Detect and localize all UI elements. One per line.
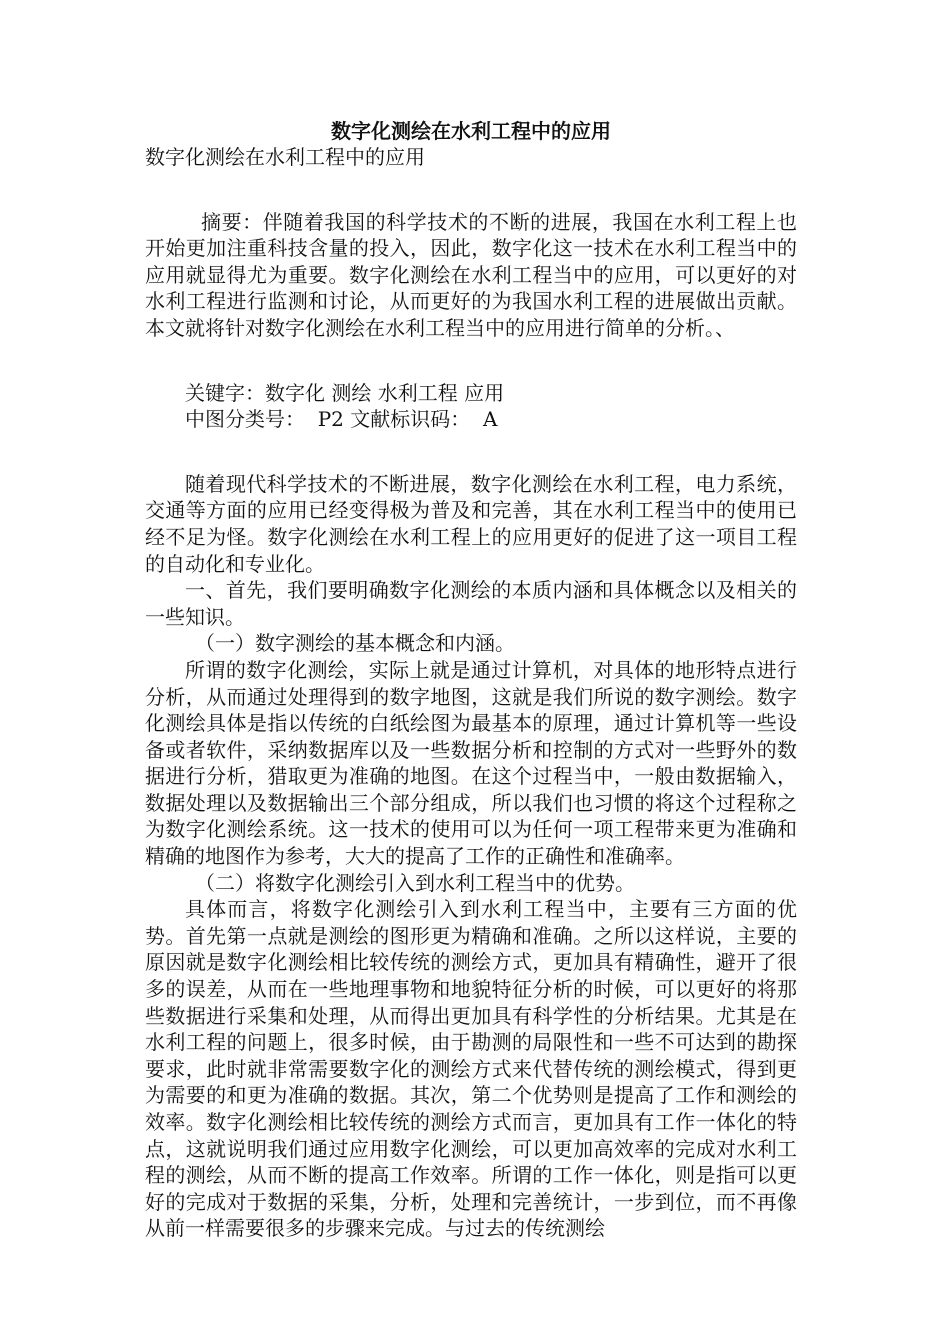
intro-paragraph: 随着现代科学技术的不断进展，数字化测绘在水利工程，电力系统，交通等方面的应用已经变得极为普及和完善，其在水利工程当中的使用已经不足为怪。数字化测绘在水利工程上的应用更好的促进了这一项目工程的自动化和专业化。	[145, 471, 797, 576]
spacer	[145, 342, 797, 380]
abstract-paragraph: 摘要：伴随着我国的科学技术的不断的进展，我国在水利工程上也开始更加注重科技含量的投入，因此，数字化这一技术在水利工程当中的应用就显得尤为重要。数字化测绘在水利工程当中的应用，可以更好的对水利工程进行监测和讨论，从而更好的为我国水利工程的进展做出贡献。本文就将针对数字化测绘在水利工程当中的应用进行简单的分析。、	[145, 209, 797, 340]
keywords-line: 关键字：数字化 测绘 水利工程 应用	[185, 380, 505, 405]
spacer	[145, 433, 797, 471]
subsection-heading-2: （二）将数字化测绘引入到水利工程当中的优势。	[195, 870, 635, 895]
subsection-heading-1: （一）数字测绘的基本概念和内涵。	[195, 631, 515, 656]
document-page	[145, 118, 797, 1242]
classification-line: 中图分类号： P2 文献标识码： A	[185, 407, 498, 432]
subsection-body-2: 具体而言，将数字化测绘引入到水利工程当中，主要有三方面的优势。首先第一点就是测绘的图形更为精确和准确。之所以这样说，主要的原因就是数字化测绘相比较传统的测绘方式，更加具有精确性，避开了很多的误差，从而在一些地理事物和地貌特征分析的时候，可以更好的将那些数据进行采集和处理，从而得出更加具有科学性的分析结果。尤其是在水利工程的问题上，很多时候，由于勘测的局限性和一些不可达到的勘探要求，此时就非常需要数字化的测绘方式来代替传统的测绘模式，得到更为需要的和更为准确的数据。其次，第二个优势则是提高了工作和测绘的效率。数字化测绘相比较传统的测绘方式而言，更加具有工作一体化的特点，这就说明我们通过应用数字化测绘，可以更加高效率的完成对水利工程的测绘，从而不断的提高工作效率。所谓的工作一体化，则是指可以更好的完成对于数据的采集，分析，处理和完善统计，一步到位，而不再像从前一样需要很多的步骤来完成。与过去的传统测绘	[145, 897, 797, 1241]
document-subtitle: 数字化测绘在水利工程中的应用	[145, 145, 425, 169]
subsection-body-1: 所谓的数字化测绘，实际上就是通过计算机，对具体的地形特点进行分析，从而通过处理得到的数字地图，这就是我们所说的数字测绘。数字化测绘具体是指以传统的白纸绘图为最基本的原理，通过计算机等一些设备或者软件，采纳数据库以及一些数据分析和控制的方式对一些野外的数据进行分析，猎取更为准确的地图。在这个过程当中，一般由数据输入，数据处理以及数据输出三个部分组成，所以我们也习惯的将这个过程称之为数字化测绘系统。这一技术的使用可以为任何一项工程带来更为准确和精确的地图作为参考，大大的提高了工作的正确性和准确率。	[145, 657, 797, 869]
document-title: 数字化测绘在水利工程中的应用	[331, 119, 611, 143]
section-heading-1: 一、首先，我们要明确数字化测绘的本质内涵和具体概念以及相关的一些知识。	[145, 578, 797, 629]
